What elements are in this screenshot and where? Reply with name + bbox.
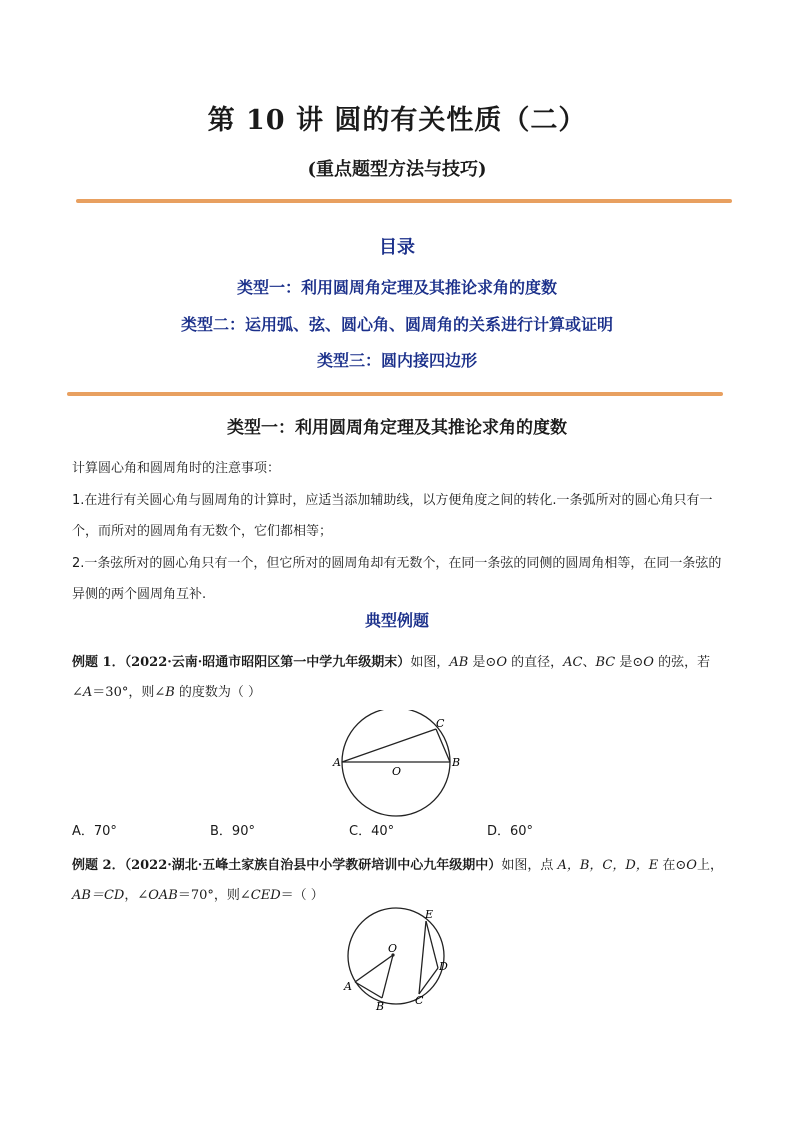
- chord-ac: [342, 729, 436, 762]
- text-run: 的度数为（ ）: [174, 685, 262, 700]
- label-b: B: [452, 756, 461, 769]
- notes-heading: 计算圆心角和圆周角时的注意事项：: [72, 461, 281, 476]
- math-var: AC: [563, 655, 583, 670]
- math-var: O: [496, 655, 507, 670]
- math-var: BC: [595, 655, 616, 670]
- circle-o: [348, 908, 444, 1004]
- note-1: 1.在进行有关圆心角与圆周角的计算时，应适当添加辅助线，以方便角度之间的转化.一条弧所对的圆心角只有一个，而所对的圆周角有无数个，它们都相等；: [72, 493, 713, 539]
- text-run: 如图，点: [501, 858, 558, 873]
- text-run: 在⊙: [658, 858, 687, 873]
- example-1-source: （2022·云南·昭通市昭阳区第一中学九年级期末）: [124, 655, 411, 670]
- page-subtitle: (重点题型方法与技巧): [307, 159, 487, 180]
- option-a[interactable]: A．70°: [72, 824, 117, 839]
- example-2-source: （2022·湖北·五峰土家族自治县中小学教研培训中心九年级期中）: [124, 858, 502, 873]
- math-var: AB: [449, 655, 469, 670]
- math-var: A，B，C，D，E: [557, 858, 659, 873]
- example-1-text: [72, 648, 724, 708]
- label-o: O: [388, 942, 398, 955]
- label-o: O: [392, 765, 402, 778]
- example-1-label: 例题 1．: [72, 655, 125, 670]
- text-run: 是⊙: [615, 655, 644, 670]
- text-run: 、: [582, 655, 596, 670]
- text-run: 上，: [696, 858, 723, 873]
- text-run: ＝30°，则∠: [92, 685, 166, 700]
- toc-item-1[interactable]: 类型一：利用圆周角定理及其推论求角的度数: [236, 278, 557, 297]
- page-title: 第 10 讲 圆的有关性质（二）: [207, 105, 587, 136]
- examples-heading: 典型例题: [364, 611, 429, 630]
- example-2-text: [72, 851, 724, 911]
- text-run: ＝（ ）: [280, 888, 324, 903]
- math-var: AB＝CD: [72, 888, 125, 903]
- header-divider: [76, 199, 732, 203]
- label-a: A: [333, 756, 341, 769]
- toc-item-2[interactable]: 类型二：运用弧、弦、圆心角、圆周角的关系进行计算或证明: [180, 315, 613, 334]
- text-run: ，∠: [124, 888, 149, 903]
- label-d: D: [439, 960, 448, 973]
- circle-o: [342, 710, 450, 816]
- note-2: 2.一条弦所对的圆心角只有一个，但它所对的圆周角却有无数个，在同一条弦的同侧的圆周角相等，在同一条弦的异侧的两个圆周角互补.: [72, 556, 722, 602]
- option-d[interactable]: D．60°: [487, 824, 534, 839]
- math-var: CED: [250, 888, 281, 903]
- math-var: B: [165, 685, 175, 700]
- text-run: ＝70°，则∠: [177, 888, 251, 903]
- example-1-figure: [330, 710, 470, 820]
- toc-heading: 目录: [379, 237, 415, 258]
- section-title: 类型一：利用圆周角定理及其推论求角的度数: [227, 418, 567, 438]
- text-run: 是⊙: [468, 655, 497, 670]
- math-var: O: [686, 858, 697, 873]
- label-c: C: [436, 717, 445, 730]
- chord-ec: [419, 921, 426, 994]
- toc-divider: [67, 392, 723, 396]
- math-var: OAB: [148, 888, 178, 903]
- math-var: A: [82, 685, 93, 700]
- toc-item-3[interactable]: 类型三：圆内接四边形: [316, 351, 477, 370]
- option-b[interactable]: B．90°: [210, 824, 255, 839]
- label-b: B: [376, 1000, 385, 1013]
- label-a: A: [344, 980, 352, 993]
- label-c: C: [415, 994, 424, 1007]
- chord-ed: [426, 921, 438, 968]
- chord-cd: [419, 968, 438, 994]
- example-2-figure: [336, 906, 460, 1016]
- option-c[interactable]: C．40°: [349, 824, 395, 839]
- text-run: 的直径，: [506, 655, 564, 670]
- math-var: O: [643, 655, 654, 670]
- label-e: E: [425, 908, 434, 921]
- example-2-label: 例题 2．: [72, 858, 125, 873]
- text-run: 如图，: [410, 655, 450, 670]
- text-run: 的弦，若∠: [72, 655, 711, 700]
